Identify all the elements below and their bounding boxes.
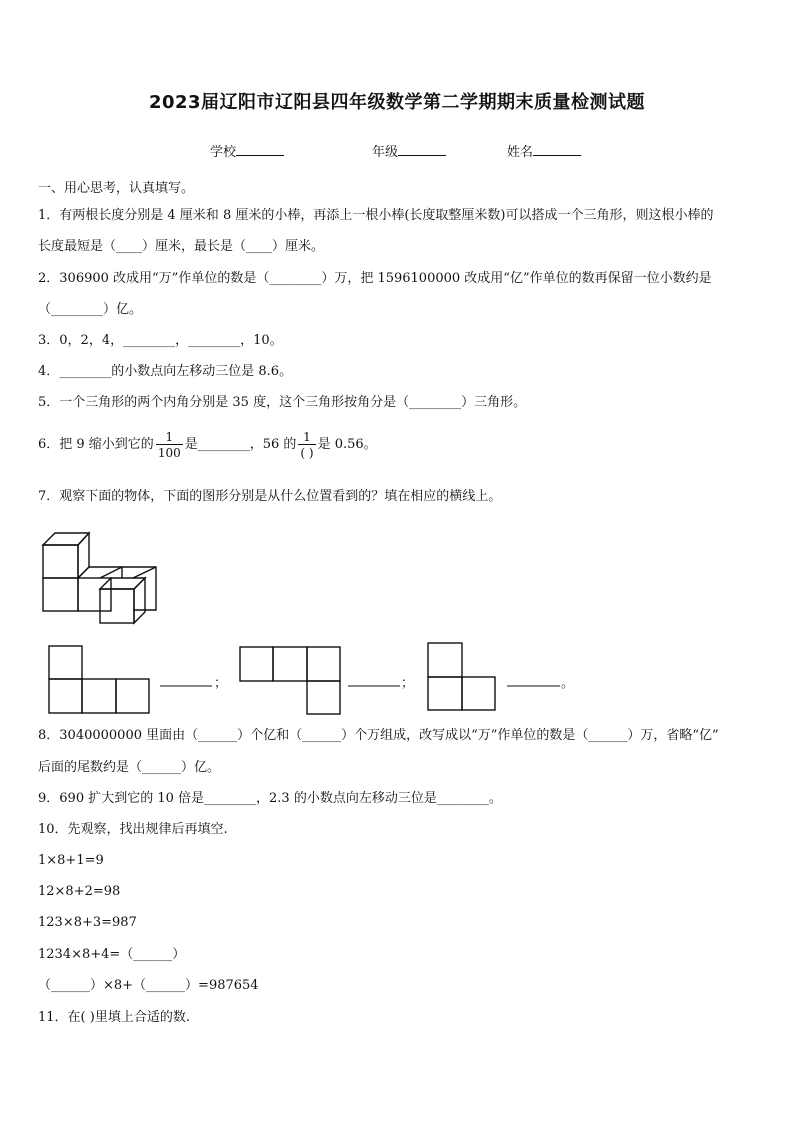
q10-equation-1: 1×8+1=9 [38,853,104,868]
q10-intro: 10．先观察，找出规律后再填空. [38,822,228,837]
q6-frac1-denominator: 100 [157,446,181,460]
q10-equation-3: 123×8+3=987 [38,915,137,930]
q6-suffix: 是 0.56。 [317,437,377,452]
name-label: 姓名 [507,145,534,160]
q2-line2: （________）亿。 [38,302,143,317]
q6-frac2-numerator: 1 [303,430,311,444]
q6-frac2-denominator: ( ) [300,446,314,460]
q6-prefix: 6．把 9 缩小到它的 [38,437,154,452]
q10-equation-2: 12×8+2=98 [38,884,121,899]
q2-line1: 2．306900 改成用“万”作单位的数是（________）万，把 1596100000 改成用“亿”作单位的数再保留一位小数约是 [38,271,712,286]
view-b-figure [240,647,340,714]
view-a-figure [49,646,149,713]
cube-bottom-left [43,578,78,611]
q6-frac1-numerator: 1 [165,430,174,444]
q5: 5．一个三角形的两个内角分别是 35 度，这个三角形按角分是（________）三角形。 [38,395,527,410]
q4: 4．________的小数点向左移动三位是 8.6。 [38,364,293,379]
cube-front-right [100,578,145,623]
q10-equation-5: （______）×8+（______）=987654 [38,978,259,993]
view-c-figure [428,643,495,710]
q10-equation-4: 1234×8+4=（______） [38,947,186,962]
q9: 9．690 扩大到它的 10 倍是________，2.3 的小数点向左移动三位是________。 [38,791,502,806]
q1-line2: 长度最短是（____）厘米，最长是（____）厘米。 [38,239,325,254]
q7: 7．观察下面的物体，下面的图形分别是从什么位置看到的？填在相应的横线上。 [38,489,502,504]
cube-top-left [43,533,89,578]
q8-line1: 8．3040000000 里面由（______）个亿和（______）个万组成，改写成以“万”作单位的数是（______）万，省略“亿” [38,728,719,743]
school-label: 学校 [210,145,237,160]
view-c-separator: 。 [561,676,575,691]
q1-line1: 1．有两根长度分别是 4 厘米和 8 厘米的小棒，再添上一根小棒(长度取整厘米数)可以搭成一个三角形，则这根小棒的 [38,208,714,223]
view-b-separator: ； [401,676,415,691]
q3: 3．0，2，4，________，________，10。 [38,333,283,348]
section-heading: 一、用心思考，认真填写。 [38,181,195,196]
q11: 11．在( )里填上合适的数. [38,1010,190,1025]
view-a-separator: ； [214,676,228,691]
grade-label: 年级 [372,145,399,160]
q8-line2: 后面的尾数约是（______）亿。 [38,760,221,775]
exam-title: 2023届辽阳市辽阳县四年级数学第二学期期末质量检测试题 [148,92,646,113]
q6-mid: 是________，56 的 [184,437,297,452]
